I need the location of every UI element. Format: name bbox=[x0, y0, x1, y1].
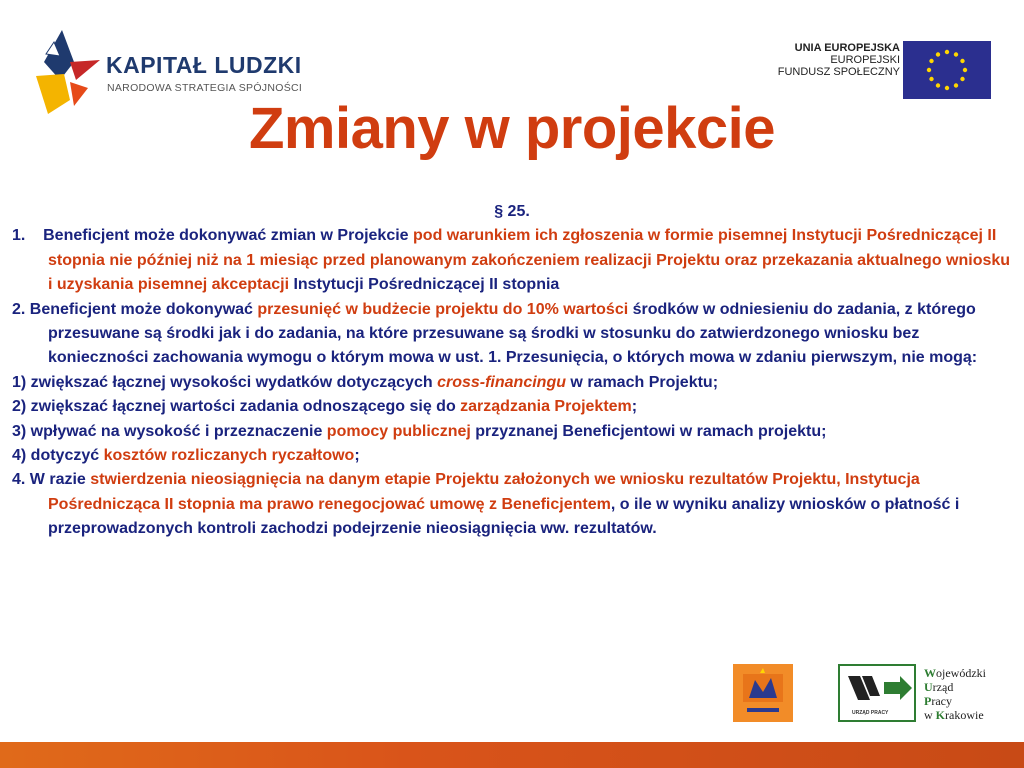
wup-arrow-icon bbox=[840, 666, 914, 708]
highlight-text: zarządzania Projektem bbox=[460, 398, 632, 416]
list-item: 1) zwiększać łącznej wysokości wydatków dotyczących cross-financingu w ramach Projektu; bbox=[12, 373, 719, 391]
list-item: 3) wpływać na wysokość i przeznaczenie pomocy publicznej przyznanej Beneficjentowi w ramach projektu; bbox=[12, 422, 827, 440]
eu-line-3: FUNDUSZ SPOŁECZNY bbox=[777, 66, 900, 78]
highlight-text: pod warunkiem ich zgłoszenia w formie pisemnej Instytucji Pośredniczącej II stopnia nie później niż na 1 miesiąc przed planowanym zakończeniem realizacji Projektu oraz przekazania aktualnego wniosku i uzyskania pisemnej akceptacji bbox=[48, 227, 1011, 294]
paragraph-mark: § 25. bbox=[494, 203, 530, 220]
list-item: 4) dotyczyć kosztów rozliczanych ryczałtowo; bbox=[12, 447, 360, 465]
wup-small-label: URZĄD PRACY bbox=[852, 710, 889, 716]
list-item: 1. Beneficjent może dokonywać zmian w Projekcie pod warunkiem ich zgłoszenia w formie pisemnej Instytucji Pośredniczącej II stopnia nie później niż na 1 miesiąc przed planowanym zakończeniem realizacji Projektu oraz przekazania aktualnego wniosku i uzyskania pisemnej akceptacji Instytucji Pośredniczącej II stopnia bbox=[12, 227, 1011, 294]
highlight-text: cross-financingu bbox=[437, 373, 566, 391]
eu-line-1: UNIA EUROPEJSKA bbox=[794, 42, 900, 54]
page-title: Zmiany w projekcie bbox=[248, 96, 776, 161]
eu-line-2: EUROPEJSKI bbox=[830, 54, 900, 66]
wup-krakow-logo bbox=[838, 664, 1018, 724]
eu-label bbox=[740, 42, 900, 78]
bottom-bar bbox=[0, 742, 1024, 768]
list-item: 2) zwiększać łącznej wartości zadania odnoszącego się do zarządzania Projektem; bbox=[12, 398, 638, 416]
highlight-text: kosztów rozliczanych ryczałtowo bbox=[103, 447, 355, 465]
logo-subtitle: NARODOWA STRATEGIA SPÓJNOŚCI bbox=[107, 82, 303, 94]
list-item: 4. W razie stwierdzenia nieosiągnięcia na danym etapie Projektu założonych we wniosku rezultatów Projektu, Instytucja Pośrednicząca II stopnia ma prawo renegocjować umowę z Beneficjentem, o ile w wyniku analizy wniosków o płatność i przeprowadzonych kontroli zachodzi podejrzenie nieosiągnięcia ww. rezultatów. bbox=[12, 471, 960, 538]
highlight-text: przesunięć w budżecie projektu do 10% wartości bbox=[257, 300, 629, 318]
document-body bbox=[12, 200, 1012, 542]
logo-title: KAPITAŁ LUDZKI bbox=[106, 52, 302, 78]
list-item: 2. Beneficjent może dokonywać przesunięć w budżecie projektu do 10% wartości środków w odniesieniu do zadania, z którego przesuwane są środki jak i do zadania, na które przesuwane są środki w stosunku do zatwierdzonego wniosku bez konieczności zachowania wymogu o którym mowa w ust. 1. Przesunięcia, o których mowa w zdaniu pierwszym, nie mogą: bbox=[12, 300, 978, 367]
wup-text: Wojewódzki Urząd Pracy w Krakowie bbox=[924, 666, 986, 722]
eu-flag-icon bbox=[903, 41, 991, 99]
highlight-text: pomocy publicznej bbox=[326, 422, 471, 440]
malopolska-logo-icon bbox=[733, 664, 793, 722]
wup-box bbox=[838, 664, 916, 722]
highlight-text: stwierdzenia nieosiągnięcia na danym etapie Projektu założonych we wniosku rezultatów Projektu, Instytucja Pośrednicząca II stopnia ma prawo renegocjować umowę z Beneficjentem bbox=[48, 471, 920, 513]
